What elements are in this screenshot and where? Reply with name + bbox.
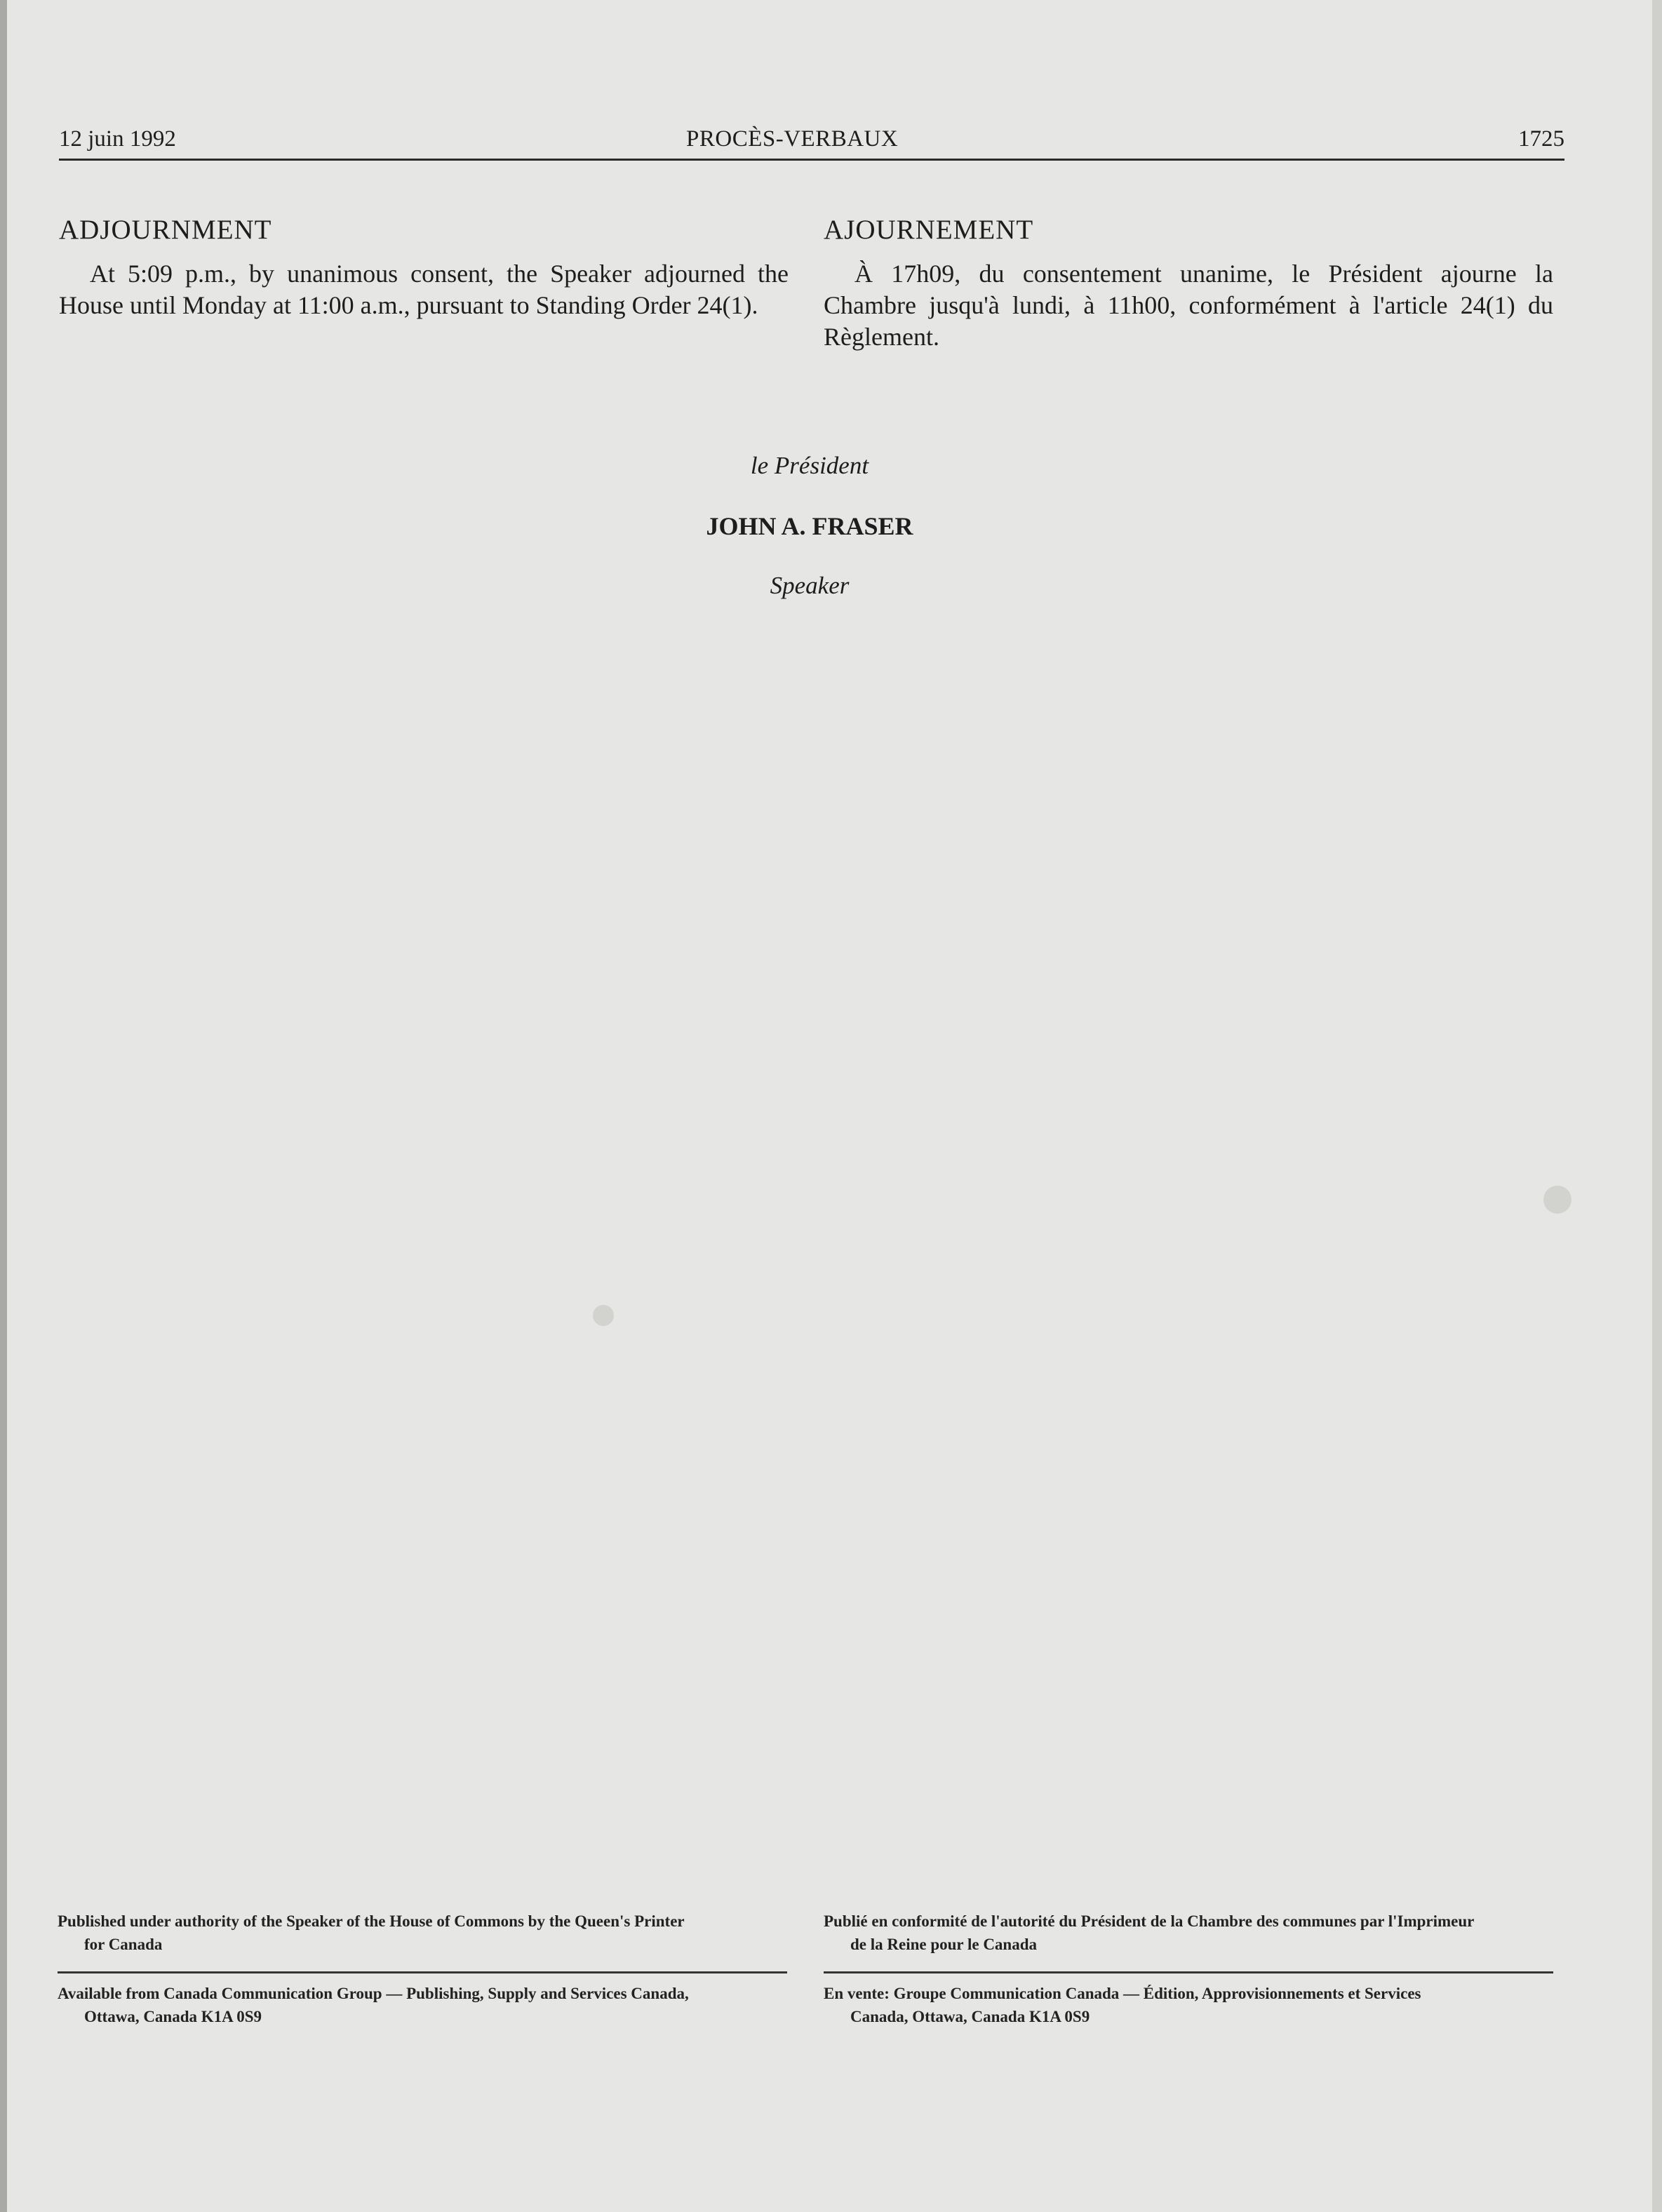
availability-notice-en-line2: Ottawa, Canada K1A 0S9 <box>84 2008 262 2025</box>
publication-notice-fr <box>824 1910 1567 1956</box>
french-column <box>824 214 1553 353</box>
punch-hole-mark <box>593 1305 614 1326</box>
english-paragraph: At 5:09 p.m., by unanimous consent, the Speaker adjourned the House until Monday at 11:00 a.m., pursuant to Standing Order 24(1). <box>59 260 789 319</box>
french-paragraph: À 17h09, du consentement unanime, le Président ajourne la Chambre jusqu'à lundi, à 11h00, conformément à l'article 24(1) du Règlement. <box>824 260 1553 351</box>
english-column <box>59 214 789 321</box>
publication-notice-en <box>58 1910 801 1956</box>
punch-hole-mark <box>1543 1186 1571 1214</box>
signature-title-en: Speaker <box>770 572 850 599</box>
english-heading: ADJOURNMENT <box>59 215 272 245</box>
signature-name: JOHN A. FRASER <box>706 512 913 540</box>
header-date: 12 juin 1992 <box>59 126 176 152</box>
footer-divider-en <box>58 1971 787 1973</box>
signature-title-fr: le Président <box>750 452 869 479</box>
publication-notice-fr-line2: de la Reine pour le Canada <box>850 1936 1038 1953</box>
availability-notice-en <box>58 1982 801 2028</box>
footer-divider-fr <box>824 1971 1553 1973</box>
header-title: PROCÈS-VERBAUX <box>686 126 899 152</box>
availability-notice-fr-line1: En vente: Groupe Communication Canada — Édition, Approvisionnements et Services <box>824 1985 1421 2002</box>
availability-notice-en-line1: Available from Canada Communication Group — Publishing, Supply and Services Canada, <box>58 1985 689 2002</box>
publication-notice-en-line1: Published under authority of the Speaker of the House of Commons by the Queen's Printer <box>58 1912 685 1930</box>
availability-notice-fr-line2: Canada, Ottawa, Canada K1A 0S9 <box>850 2008 1090 2025</box>
french-heading: AJOURNEMENT <box>824 215 1034 245</box>
publication-notice-fr-line1: Publié en conformité de l'autorité du Président de la Chambre des communes par l'Imprimeur <box>824 1912 1475 1930</box>
running-header <box>59 125 1564 161</box>
page-number: 1725 <box>1518 126 1564 152</box>
publication-notice-en-line2: for Canada <box>84 1936 163 1953</box>
page-edge <box>1652 0 1662 2212</box>
page-spine-shadow <box>0 0 7 2212</box>
availability-notice-fr <box>824 1982 1567 2028</box>
